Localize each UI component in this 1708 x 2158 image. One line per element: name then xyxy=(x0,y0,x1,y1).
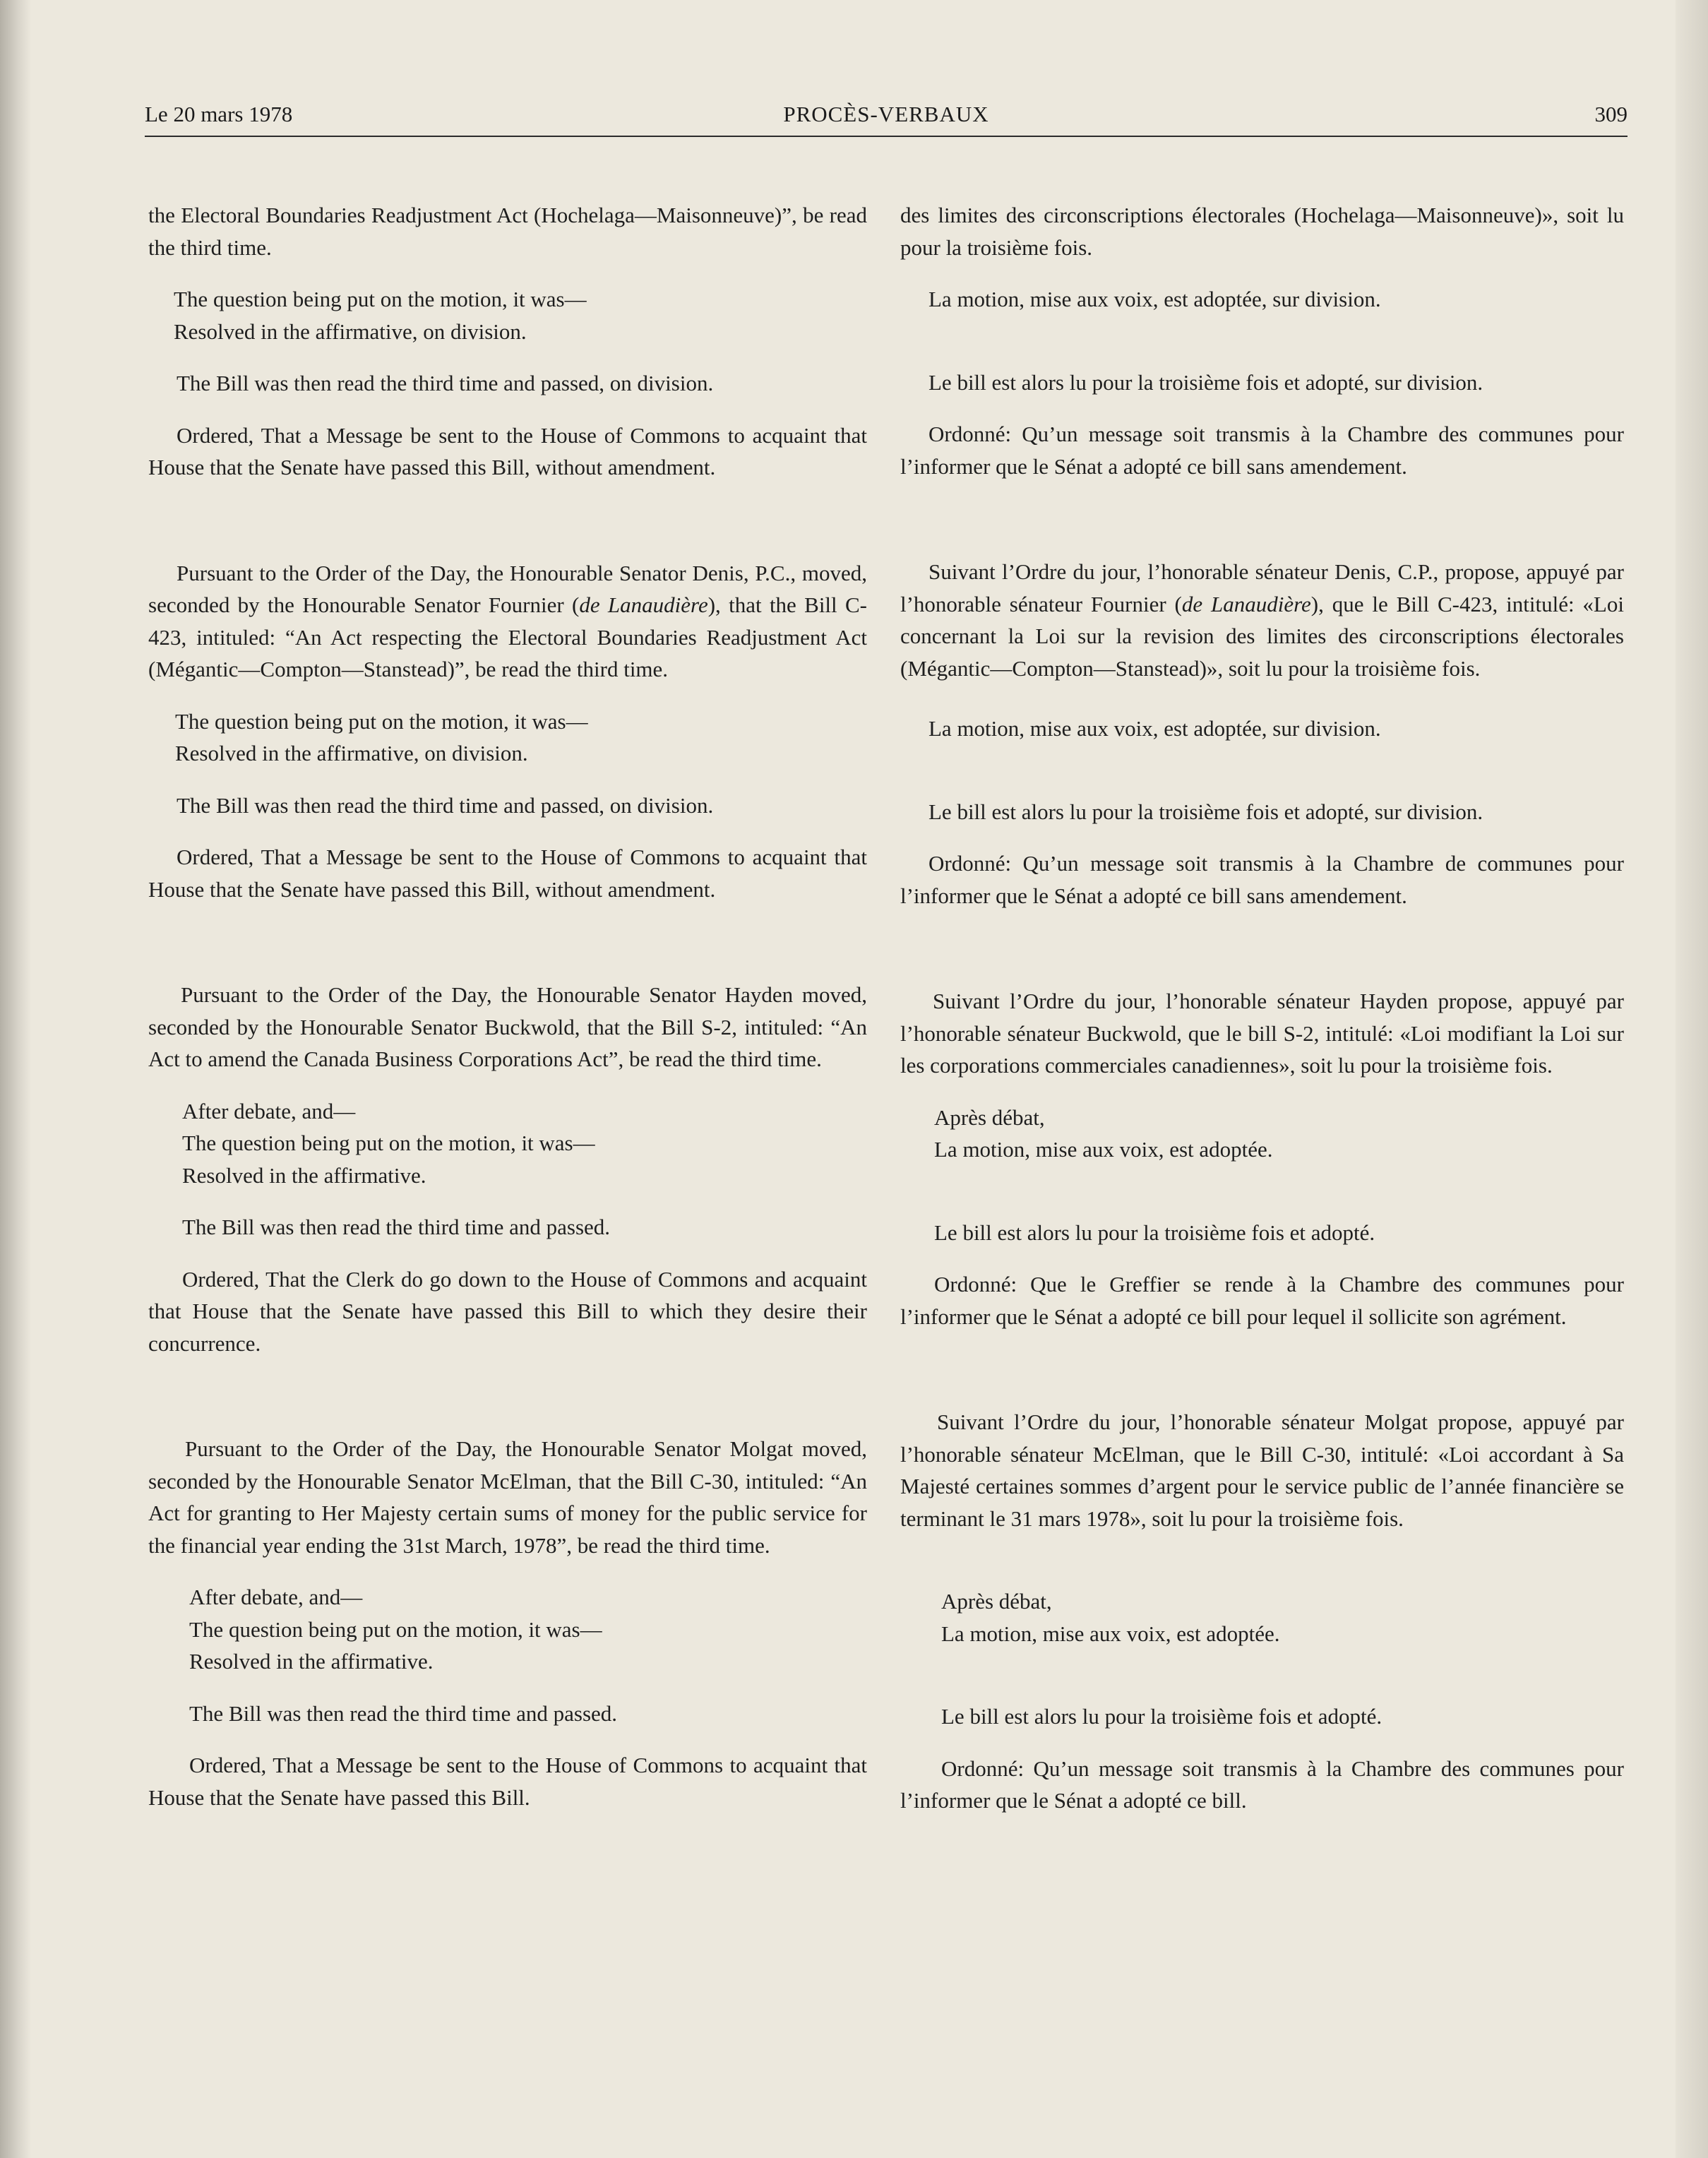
en-paragraph xyxy=(148,557,867,686)
italic-text: de Lanaudière xyxy=(579,592,708,617)
fr-paragraph xyxy=(900,556,1624,684)
text-run: ), that the Bill C-423, intituled: “An Act respecting the Electoral Boundaries Readjustment Act (Mégantic—Compton—Stanstead)”, be read the third time. xyxy=(148,592,867,681)
en-resolved-line: Resolved in the affirmative. xyxy=(182,1162,426,1188)
text-run: Suivant l’Ordre du jour, l’honorable sénateur Denis, C.P., propose, appuyé par l’honorable sénateur Fournier ( xyxy=(900,559,1624,616)
binding-shadow xyxy=(0,0,31,2158)
fr-paragraph: Ordonné: Qu’un message soit transmis à la Chambre des communes pour l’informer que le Sénat a adopté ce bill. xyxy=(900,1755,1624,1813)
en-paragraph: Ordered, That the Clerk do go down to the House of Commons and acquaint that House that the Senate have passed this Bill to which they desire their concurrence. xyxy=(148,1266,867,1356)
text-run: Pursuant to the Order of the Day, the Honourable Senator Denis, P.C., moved, seconded by the Honourable Senator Fournier ( xyxy=(148,560,867,617)
en-paragraph: Pursuant to the Order of the Day, the Honourable Senator Hayden moved, seconded by the Honourable Senator Buckwold, that the Bill S-2, intituled: “An Act to amend the Canada Business Corporations Act”, be read the third time. xyxy=(148,982,867,1071)
en-resolved-line: Resolved in the affirmative, on division. xyxy=(175,741,528,765)
en-paragraph: Pursuant to the Order of the Day, the Honourable Senator Molgat moved, seconded by the Honourable Senator McElman, that the Bill C-30, intituled: “An Act for granting to Her Majesty certain sums of money for the public service for the financial year ending the 31st March, 1978”, be read the third time. xyxy=(148,1436,867,1558)
fr-paragraph: Suivant l’Ordre du jour, l’honorable sénateur Molgat propose, appuyé par l’honorable sénateur McElman, que le Bill C-30, intitulé: «Loi accordant à Sa Majesté certaines sommes d’argent pour le service public de l’année financière se terminant le 31 mars 1978», soit lu pour la troisième fois. xyxy=(900,1409,1624,1531)
en-paragraph: The Bill was then read the third time and passed, on division. xyxy=(177,371,714,395)
en-motion-result xyxy=(148,283,867,347)
fr-paragraph: La motion, mise aux voix, est adoptée, sur division. xyxy=(928,287,1381,311)
fr-motion-result xyxy=(900,1585,1624,1650)
running-head xyxy=(145,99,1628,137)
page-number: 309 xyxy=(1594,102,1628,126)
fr-paragraph: Ordonné: Qu’un message soit transmis à la Chambre de communes pour l’informer que le Sénat a adopté ce bill sans amendement. xyxy=(900,851,1624,908)
fr-result-line: La motion, mise aux voix, est adoptée. xyxy=(941,1621,1280,1646)
en-resolved-line: Resolved in the affirmative, on division. xyxy=(174,318,527,344)
fr-paragraph: Le bill est alors lu pour la troisième fois et adopté, sur division. xyxy=(928,369,1483,395)
en-question-line: The question being put on the motion, it was— xyxy=(175,708,588,734)
header-date: Le 20 mars 1978 xyxy=(145,102,293,126)
fr-paragraph: Le bill est alors lu pour la troisième fois et adopté. xyxy=(934,1220,1375,1245)
fr-paragraph: Le bill est alors lu pour la troisième fois et adopté. xyxy=(941,1704,1382,1729)
en-paragraph: Ordered, That a Message be sent to the House of Commons to acquaint that House that the Senate have passed this Bill, without amendment. xyxy=(148,422,867,479)
en-paragraph: Ordered, That a Message be sent to the House of Commons to acquaint that House that the Senate have passed this Bill, without amendment. xyxy=(148,845,867,902)
en-paragraph: The Bill was then read the third time and passed. xyxy=(189,1700,618,1726)
fr-motion-result xyxy=(900,1102,1624,1166)
en-paragraph: The Bill was then read the third time and passed. xyxy=(182,1215,611,1239)
en-paragraph: the Electoral Boundaries Readjustment Act (Hochelaga—Maisonneuve)”, be read the third time. xyxy=(148,203,867,260)
en-question-line: The question being put on the motion, it was— xyxy=(182,1131,595,1155)
en-paragraph: The Bill was then read the third time and passed, on division. xyxy=(177,792,714,818)
page-edge xyxy=(1676,0,1708,2158)
en-debate-line: After debate, and— xyxy=(189,1585,363,1609)
fr-paragraph: Ordonné: Qu’un message soit transmis à la Chambre des communes pour l’informer que le Sénat a adopté ce bill sans amendement. xyxy=(900,422,1624,479)
text-run: ), que le Bill C-423, intitulé: «Loi concernant la Loi sur la revision des limites des circonscriptions électorales (Mégantic—Compton—Stanstead)», soit lu pour la troisième fois. xyxy=(900,591,1624,681)
en-question-line: The question being put on the motion, it was— xyxy=(174,287,587,311)
en-motion-result xyxy=(148,705,867,770)
fr-paragraph: Le bill est alors lu pour la troisième fois et adopté, sur division. xyxy=(928,799,1483,824)
header-title: PROCÈS-VERBAUX xyxy=(783,102,989,126)
english-column xyxy=(148,199,867,1813)
italic-text: de Lanaudière xyxy=(1181,591,1311,616)
fr-debate-line: Après débat, xyxy=(941,1589,1052,1614)
en-motion-result xyxy=(148,1581,867,1678)
en-motion-result xyxy=(148,1095,867,1192)
french-column xyxy=(900,199,1624,1817)
fr-paragraph: des limites des circonscriptions électorales (Hochelaga—Maisonneuve)», soit lu pour la troisième fois. xyxy=(900,203,1624,260)
fr-paragraph: La motion, mise aux voix, est adoptée, sur division. xyxy=(928,716,1381,741)
en-debate-line: After debate, and— xyxy=(182,1098,356,1123)
fr-debate-line: Après débat, xyxy=(934,1104,1045,1130)
fr-paragraph: Ordonné: Que le Greffier se rende à la Chambre des communes pour l’informer que le Sénat a adopté ce bill pour lequel il sollicite son agrément. xyxy=(900,1272,1624,1329)
en-question-line: The question being put on the motion, it was— xyxy=(189,1616,602,1642)
en-paragraph: Ordered, That a Message be sent to the House of Commons to acquaint that House that the Senate have passed this Bill. xyxy=(148,1753,867,1810)
fr-paragraph: Suivant l’Ordre du jour, l’honorable sénateur Hayden propose, appuyé par l’honorable sénateur Buckwold, que le bill S-2, intitulé: «Loi modifiant la Loi sur les corporations commerciales canadiennes», soit lu pour la troisième fois. xyxy=(900,989,1624,1078)
fr-result-line: La motion, mise aux voix, est adoptée. xyxy=(934,1137,1273,1162)
en-resolved-line: Resolved in the affirmative. xyxy=(189,1649,434,1674)
